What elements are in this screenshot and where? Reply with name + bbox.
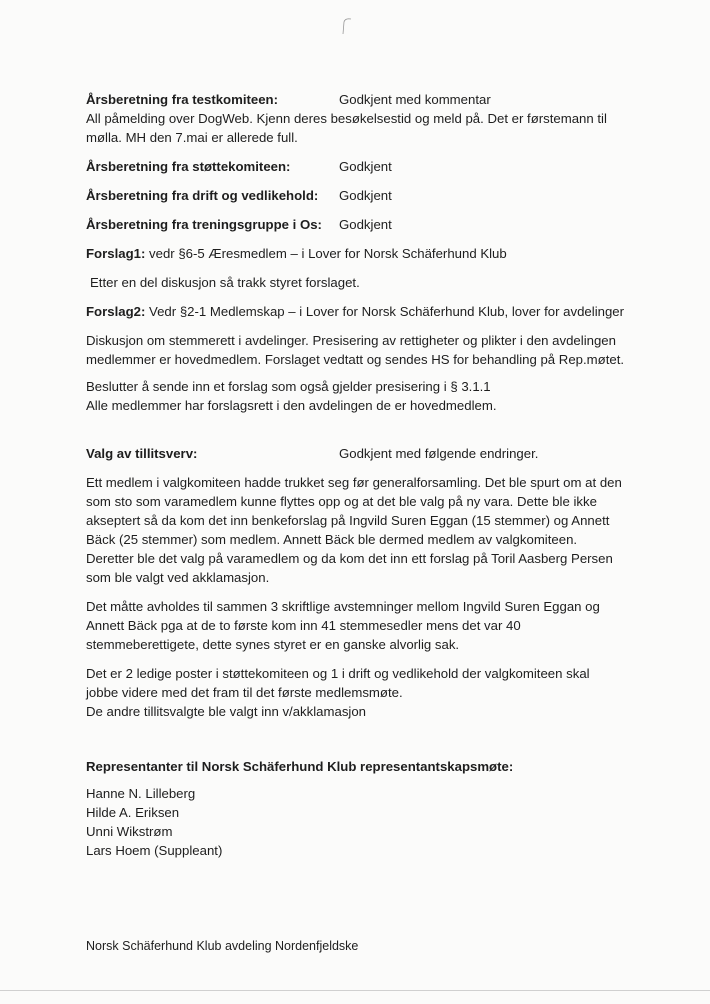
section-label: Valg av tillitsverv: <box>86 446 198 461</box>
forslag2-label: Forslag2: <box>86 304 146 319</box>
document-body <box>86 90 626 860</box>
testkomite-note-line: All påmelding over DogWeb. Kjenn deres besøkelsestid og meld på. Det er førstemann til <box>86 111 607 126</box>
valg-paragraph-2 <box>86 597 626 654</box>
section-status: Godkjent med kommentar <box>339 92 491 107</box>
forslag1-note: Etter en del diskusjon så trakk styret forslaget. <box>90 275 360 290</box>
representant-name: Lars Hoem (Suppleant) <box>86 843 223 858</box>
representanter-heading: Representanter til Norsk Schäferhund Klub representantskapsmøte: <box>86 759 514 774</box>
representant-name: Hilde A. Eriksen <box>86 805 180 820</box>
forslag2-paragraph-line: Alle medlemmer har forslagsrett i den avdelingen de er hovedmedlem. <box>86 398 497 413</box>
valg-line: som sto som varamedlem kunne flyttes opp og at det ble valg på ny vara. Dette ble ikke <box>86 494 597 509</box>
section-label: Årsberetning fra treningsgruppe i Os: <box>86 217 322 232</box>
valg-line: Bäck (25 stemmer) som medlem. Annett Bäck ble dermed medlem av valgkomiteen. <box>86 532 578 547</box>
valg-line: Annett Bäck pga at de to første kom inn 41 stemmesedler mens det var 40 <box>86 618 521 633</box>
section-status: Godkjent <box>339 159 392 174</box>
valg-line: Deretter ble det valg på varamedlem og da kom det inn ett forslag på Toril Aasberg Persen <box>86 551 613 566</box>
forslag1-line <box>86 244 626 263</box>
section-label: Årsberetning fra testkomiteen: <box>86 92 278 107</box>
section-drift <box>86 186 626 205</box>
valg-line: som ble valgt ved akklamasjon. <box>86 570 270 585</box>
section-trening <box>86 215 626 234</box>
representant-name: Hanne N. Lilleberg <box>86 786 196 801</box>
valg-line: Det er 2 ledige poster i støttekomiteen og 1 i drift og vedlikehold der valgkomiteen skal <box>86 666 590 681</box>
forslag2-paragraph-line: medlemmer er hovedmedlem. Forslaget vedtatt og sendes HS for behandling på Rep.møtet. <box>86 352 625 367</box>
pen-mark <box>338 14 358 36</box>
page-footer: Norsk Schäferhund Klub avdeling Nordenfjeldske <box>86 939 359 953</box>
forslag2-text: Vedr §2-1 Medlemskap – i Lover for Norsk Schäferhund Klub, lover for avdelinger <box>145 304 625 319</box>
valg-line: jobbe videre med det fram til det første medlemsmøte. <box>86 685 403 700</box>
section-stotte <box>86 157 626 176</box>
forslag2-paragraph-line: Diskusjon om stemmerett i avdelinger. Presisering av rettigheter og plikter i den avdelingen <box>86 333 616 348</box>
forslag2-paragraph-line: Beslutter å sende inn et forslag som også gjelder presisering i § 3.1.1 <box>86 379 491 394</box>
testkomite-note-line: mølla. MH den 7.mai er allerede full. <box>86 130 298 145</box>
valg-line: akseptert så da kom det inn benkeforslag på Ingvild Suren Eggan (15 stemmer) og Annett <box>86 513 610 528</box>
section-testkomite <box>86 90 626 109</box>
representant-name: Unni Wikstrøm <box>86 824 173 839</box>
section-label: Årsberetning fra drift og vedlikehold: <box>86 188 319 203</box>
page-edge-line <box>0 990 710 991</box>
section-status: Godkjent med følgende endringer. <box>339 446 539 461</box>
valg-line: Ett medlem i valgkomiteen hadde trukket seg før generalforsamling. Det ble spurt om at den <box>86 475 622 490</box>
forslag2-line <box>86 302 626 321</box>
representanter-list <box>86 784 626 860</box>
section-status: Godkjent <box>339 217 392 232</box>
valg-line: De andre tillitsvalgte ble valgt inn v/akklamasjon <box>86 704 367 719</box>
valg-line: Det måtte avholdes til sammen 3 skriftlige avstemninger mellom Ingvild Suren Eggan og <box>86 599 600 614</box>
section-label: Årsberetning fra støttekomiteen: <box>86 159 291 174</box>
section-status: Godkjent <box>339 188 392 203</box>
valg-paragraph-3 <box>86 664 626 721</box>
valg-paragraph-1 <box>86 473 626 587</box>
forslag1-label: Forslag1: <box>86 246 146 261</box>
forslag1-text: vedr §6-5 Æresmedlem – i Lover for Norsk Schäferhund Klub <box>145 246 507 261</box>
section-valg <box>86 444 626 463</box>
valg-line: stemmeberettigete, dette synes styret er en ganske alvorlig sak. <box>86 637 460 652</box>
